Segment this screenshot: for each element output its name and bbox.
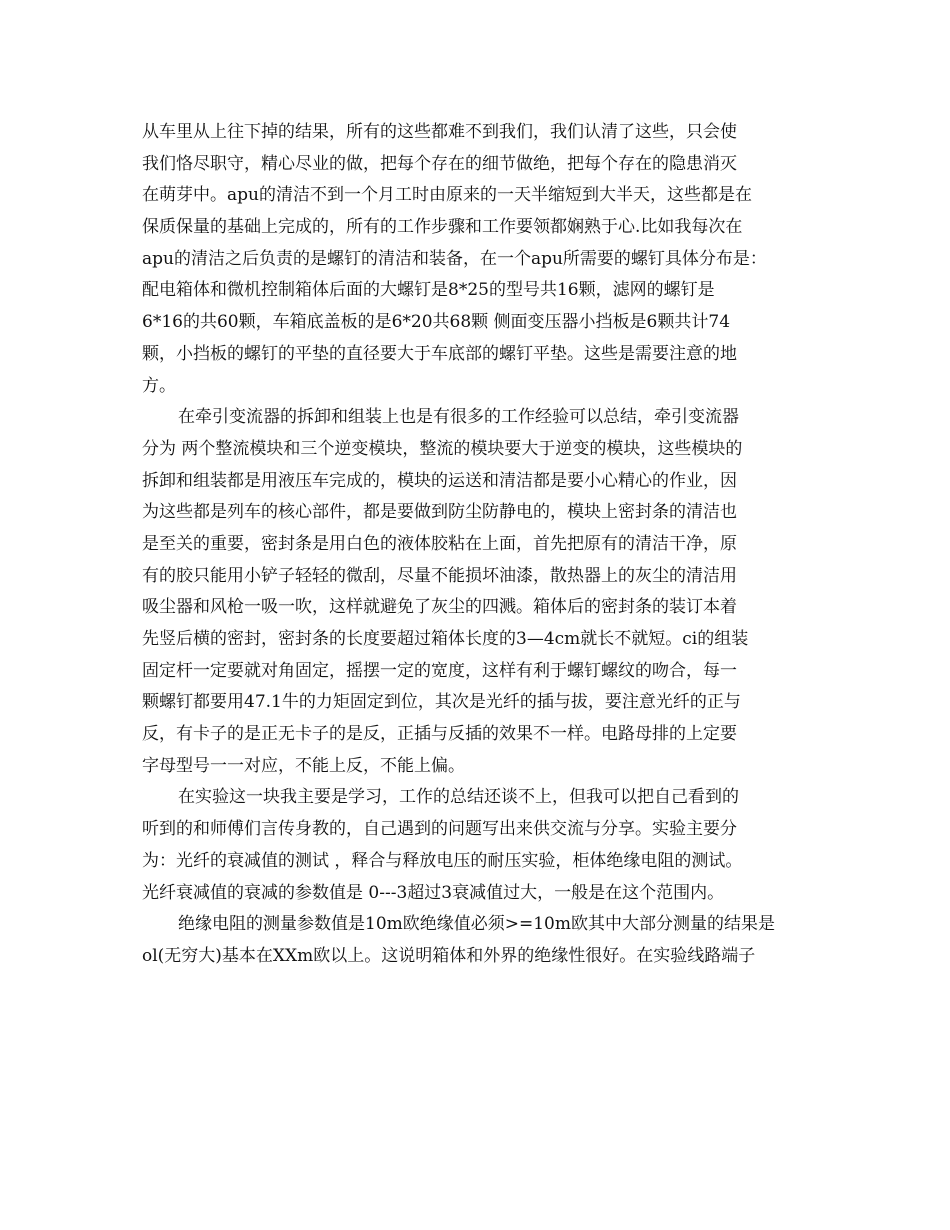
paragraph bbox=[142, 909, 832, 972]
text-line: 方。 bbox=[142, 375, 176, 396]
text-line: 拆卸和组装都是用液压车完成的，模块的运送和清洁都是要小心精心的作业，因 bbox=[142, 470, 737, 491]
text-line: 颗螺钉都要用47.1牛的力矩固定到位，其次是光纤的插与拔，要注意光纤的正与 bbox=[142, 692, 741, 713]
paragraph bbox=[142, 782, 832, 909]
text-line: 反，有卡子的是正无卡子的是反，正插与反插的效果不一样。电路母排的上定要 bbox=[142, 724, 737, 745]
text-line: apu的清洁之后负责的是螺钉的清洁和装备，在一个apu所需要的螺钉具体分布是： bbox=[142, 248, 767, 269]
text-line: 保质保量的基础上完成的，所有的工作步骤和工作要领都娴熟于心.比如我每次在 bbox=[142, 217, 743, 238]
text-line: 在牵引变流器的拆卸和组装上也是有很多的工作经验可以总结，牵引变流器 bbox=[178, 407, 739, 428]
text-line: 是至关的重要，密封条是用白色的液体胶粘在上面，首先把原有的清洁干净，原 bbox=[142, 533, 737, 554]
text-line: 为这些都是列车的核心部件，都是要做到防尘防静电的，模块上密封条的清洁也 bbox=[142, 502, 737, 523]
text-line: ol(无穷大)基本在XXm欧以上。这说明箱体和外界的绝缘性很好。在实验线路端子 bbox=[142, 945, 756, 966]
text-line: 听到的和师傅们言传身教的，自己遇到的问题写出来供交流与分享。实验主要分 bbox=[142, 819, 737, 840]
text-line: 绝缘电阻的测量参数值是10m欧绝缘值必须>=10m欧其中大部分测量的结果是 bbox=[178, 914, 775, 935]
text-line: 我们恪尽职守，精心尽业的做，把每个存在的细节做绝，把每个存在的隐患消灭 bbox=[142, 153, 737, 174]
body-text bbox=[142, 117, 832, 973]
text-line: 在实验这一块我主要是学习，工作的总结还谈不上，但我可以把自己看到的 bbox=[178, 787, 739, 808]
text-line: 在萌芽中。apu的清洁不到一个月工时由原来的一天半缩短到大半天，这些都是在 bbox=[142, 185, 752, 206]
text-line: 为：光纤的衰减值的测试 ，释合与释放电压的耐压实验，柜体绝缘电阻的测试。 bbox=[142, 850, 743, 871]
text-line: 字母型号一一对应，不能上反，不能上偏。 bbox=[142, 755, 465, 776]
paragraph bbox=[142, 117, 832, 402]
text-line: 颗，小挡板的螺钉的平垫的直径要大于车底部的螺钉平垫。这些是需要注意的地 bbox=[142, 343, 737, 364]
text-line: 配电箱体和微机控制箱体后面的大螺钉是8*25的型号共16颗，滤网的螺钉是 bbox=[142, 280, 715, 301]
text-line: 有的胶只能用小铲子轻轻的微刮，尽量不能损坏油漆，散热器上的灰尘的清洁用 bbox=[142, 565, 737, 586]
text-line: 6*16的共60颗，车箱底盖板的是6*20共68颗 侧面变压器小挡板是6颗共计74 bbox=[142, 312, 731, 333]
text-line: 固定杆一定要就对角固定，摇摆一定的宽度，这样有利于螺钉螺纹的吻合，每一 bbox=[142, 660, 737, 681]
paragraph bbox=[142, 402, 832, 782]
text-line: 光纤衰减值的衰减的参数值是 0---3超过3衰减值过大，一般是在这个范围内。 bbox=[142, 882, 725, 903]
text-line: 从车里从上往下掉的结果，所有的这些都难不到我们，我们认清了这些，只会使 bbox=[142, 122, 737, 142]
text-line: 分为 两个整流模块和三个逆变模块，整流的模块要大于逆变的模块，这些模块的 bbox=[142, 438, 743, 459]
text-line: 先竖后横的密封，密封条的长度要超过箱体长度的3—4cm就长不就短。ci的组装 bbox=[142, 629, 749, 649]
text-line: 吸尘器和风枪一吸一吹，这样就避免了灰尘的四溅。箱体后的密封条的装订本着 bbox=[142, 597, 737, 618]
